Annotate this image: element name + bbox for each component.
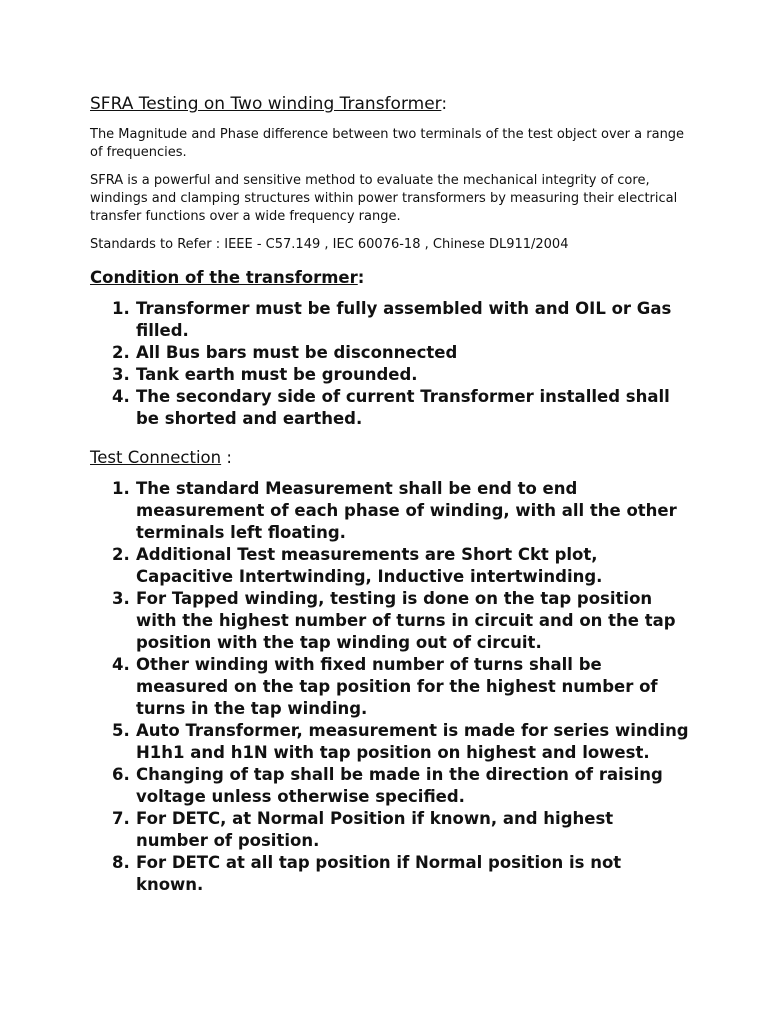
list-number: 3. [112, 365, 130, 384]
list-item [90, 478, 690, 544]
list-item [90, 342, 690, 364]
list-number: 8. [112, 853, 130, 872]
list-item [90, 852, 690, 896]
test-connection-heading-colon: : [221, 448, 232, 467]
list-item [90, 808, 690, 852]
list-number: 4. [112, 387, 130, 406]
intro-paragraph-2: SFRA is a powerful and sensitive method to evaluate the mechanical integrity of core, windings and clamping structures within power transformers by measuring their electrical transfer functions over a wide frequency range. [90, 173, 678, 224]
list-number: 2. [112, 545, 130, 564]
list-number: 3. [112, 589, 130, 608]
list-number: 7. [112, 809, 130, 828]
test-connection-heading [90, 446, 690, 470]
standards-paragraph: Standards to Refer : IEEE - C57.149 , IEC 60076-18 , Chinese DL911/2004 [90, 237, 569, 252]
document-title-text: SFRA Testing on Two winding Transformer [90, 94, 442, 114]
list-item-text: Tank earth must be grounded. [136, 365, 418, 384]
list-item-text: Auto Transformer, measurement is made for series winding H1h1 and h1N with tap position on highest and lowest. [136, 721, 689, 762]
list-item-text: All Bus bars must be disconnected [136, 343, 458, 362]
list-item [90, 298, 690, 342]
list-item [90, 654, 690, 720]
condition-heading-text: Condition of the transformer [90, 268, 358, 287]
list-item [90, 764, 690, 808]
condition-heading [90, 266, 690, 290]
list-number: 1. [112, 479, 130, 498]
list-item [90, 588, 690, 654]
test-connection-heading-text: Test Connection [90, 448, 222, 467]
condition-heading-colon: : [357, 268, 365, 287]
list-item [90, 720, 690, 764]
document-content [90, 92, 690, 896]
list-item-text: The standard Measurement shall be end to end measurement of each phase of winding, with all the other terminals left floating. [136, 479, 677, 542]
list-number: 4. [112, 655, 130, 674]
list-item-text: Additional Test measurements are Short Ckt plot, Capacitive Intertwinding, Inductive intertwinding. [136, 545, 603, 586]
list-item [90, 364, 690, 386]
list-number: 6. [112, 765, 130, 784]
intro-paragraph-1: The Magnitude and Phase difference between two terminals of the test object over a range of frequencies. [90, 127, 685, 160]
list-item [90, 386, 690, 430]
list-item-text: Transformer must be fully assembled with and OIL or Gas filled. [136, 299, 672, 340]
list-number: 5. [112, 721, 130, 740]
document-title-colon: : [441, 94, 448, 114]
list-item-text: Changing of tap shall be made in the direction of raising voltage unless otherwise specified. [136, 765, 663, 806]
document-title [90, 92, 690, 116]
test-connection-list [90, 478, 690, 896]
list-number: 2. [112, 343, 130, 362]
list-item-text: Other winding with fixed number of turns shall be measured on the tap position for the highest number of turns in the tap winding. [136, 655, 658, 718]
list-item-text: The secondary side of current Transformer installed shall be shorted and earthed. [136, 387, 670, 428]
list-item-text: For Tapped winding, testing is done on the tap position with the highest number of turns in circuit and on the tap position with the tap winding out of circuit. [136, 589, 676, 652]
condition-list [90, 298, 690, 430]
list-number: 1. [112, 299, 130, 318]
list-item-text: For DETC at all tap position if Normal position is not known. [136, 853, 622, 894]
list-item [90, 544, 690, 588]
list-item-text: For DETC, at Normal Position if known, and highest number of position. [136, 809, 614, 850]
